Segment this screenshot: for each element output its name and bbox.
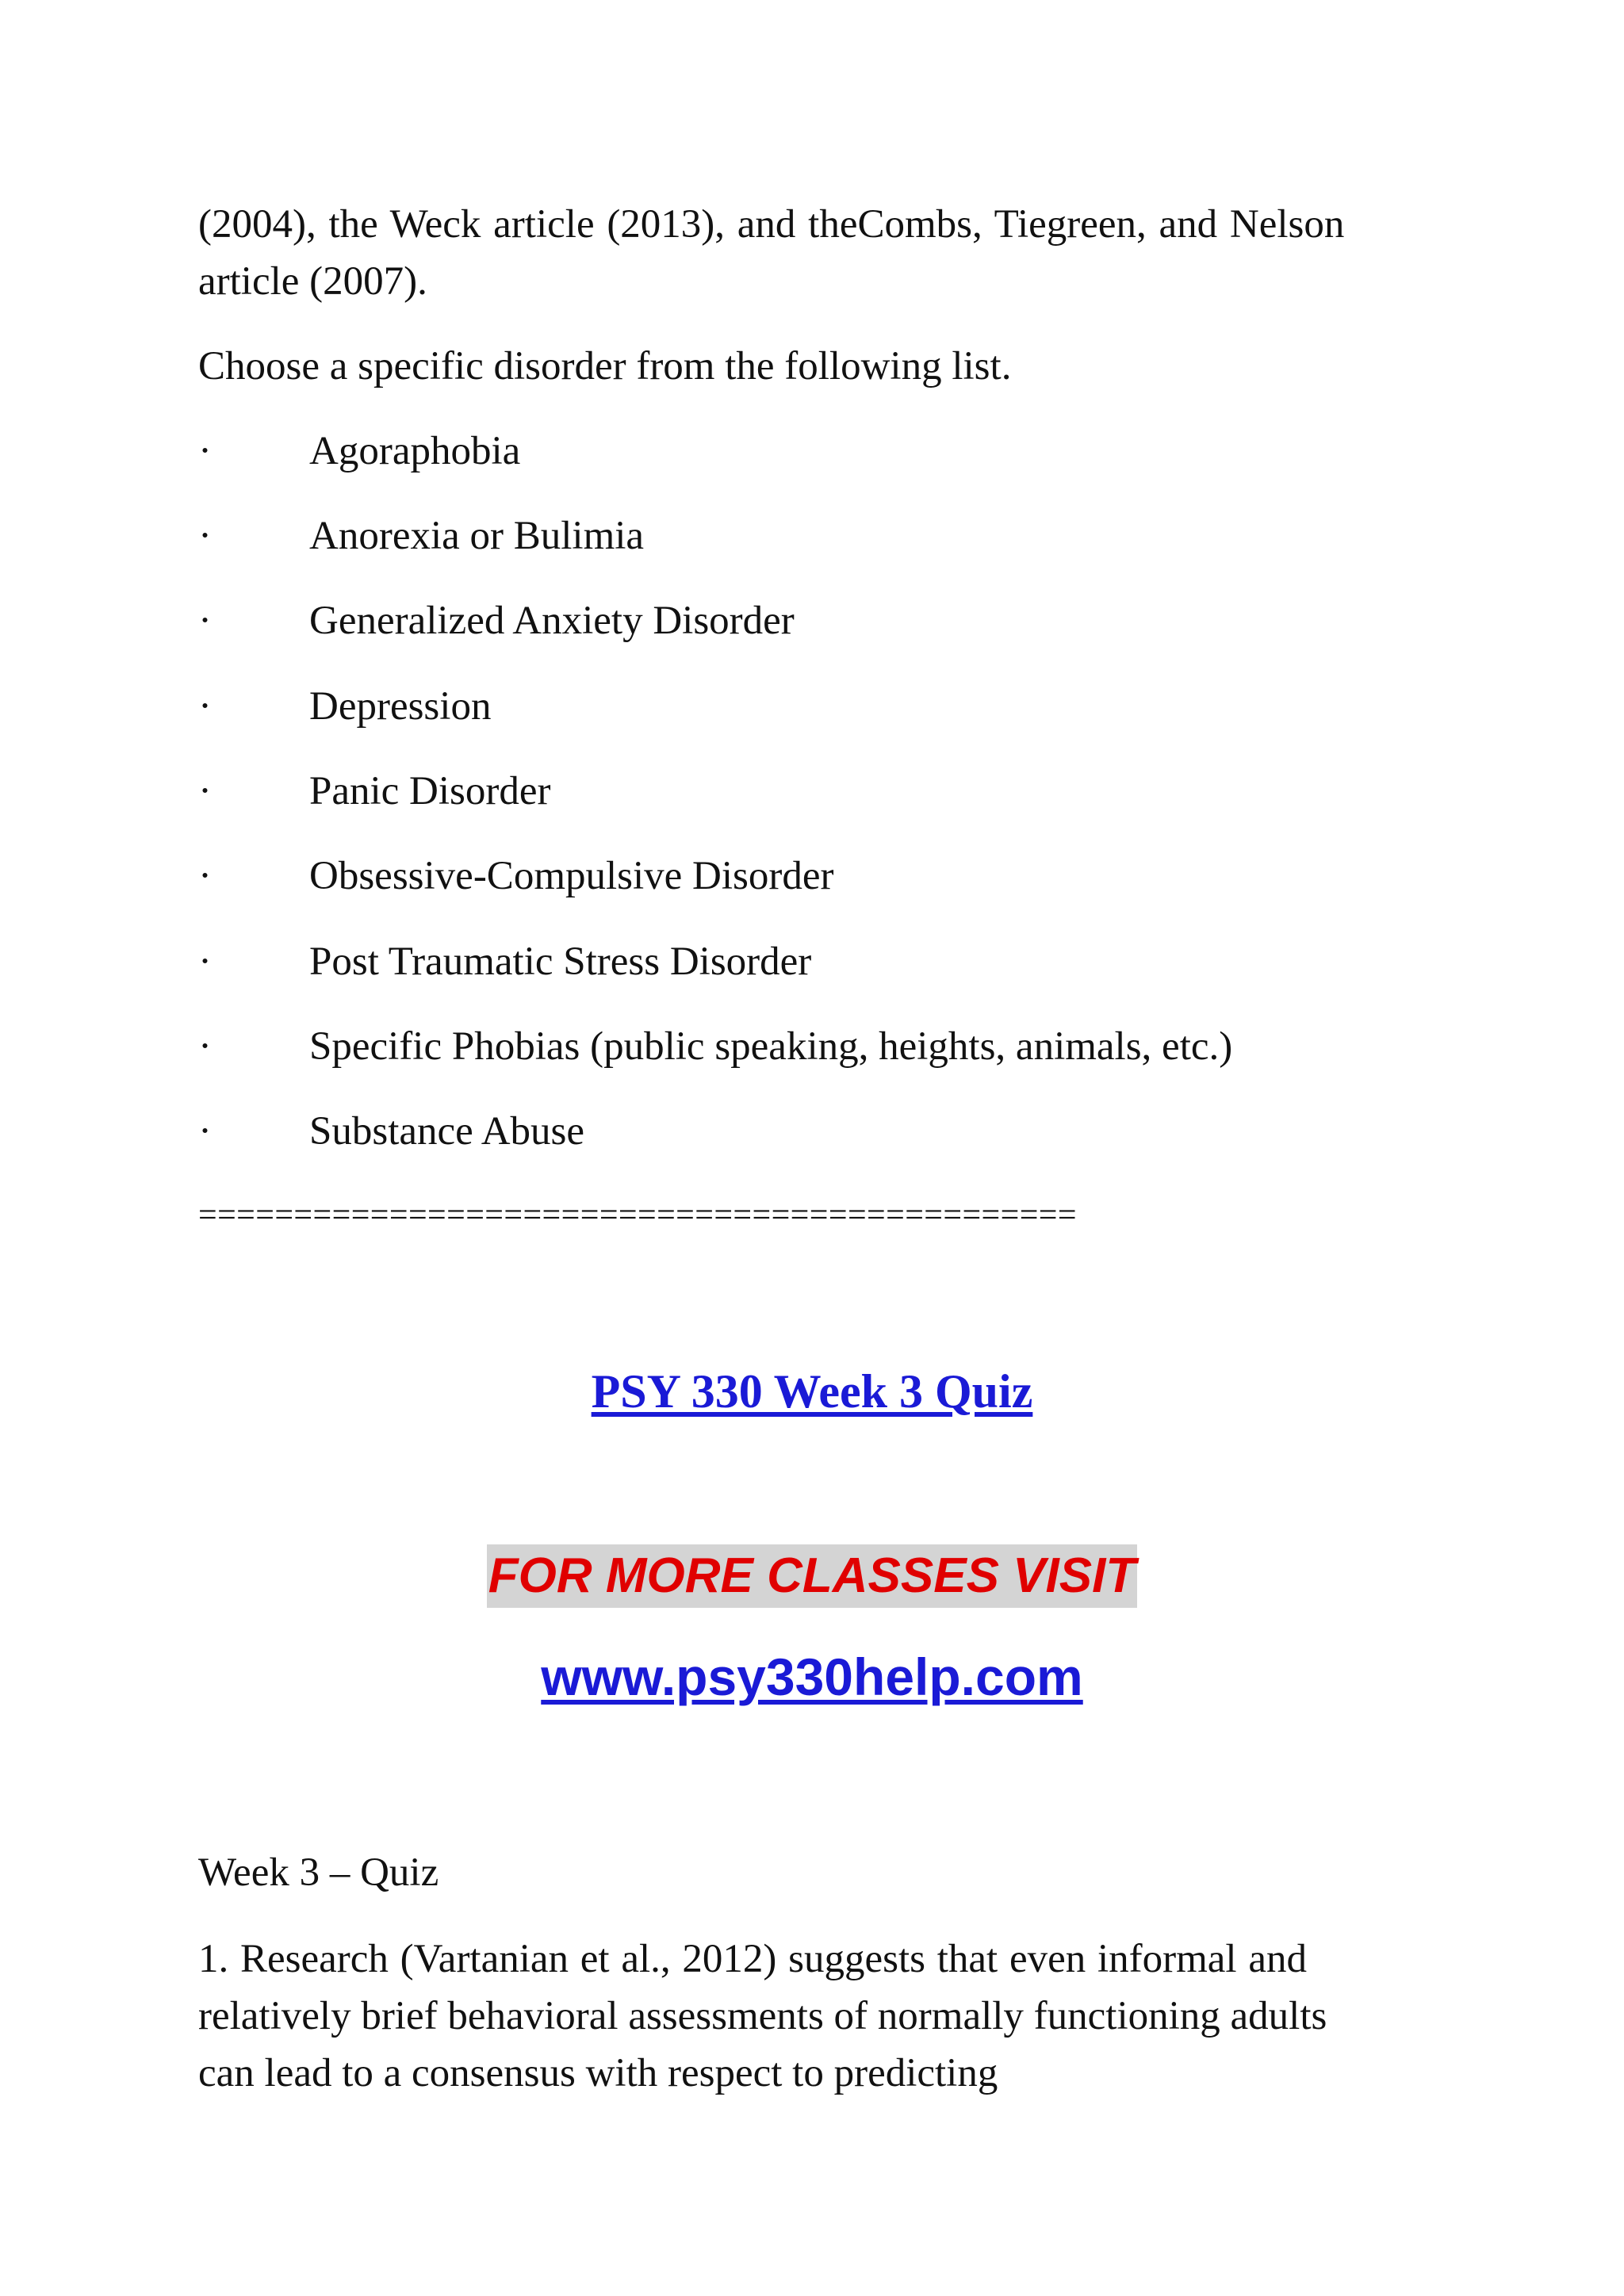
list-item-label: Agoraphobia xyxy=(309,429,521,473)
question-1-line-3: can lead to a consensus with respect to predicting xyxy=(198,2051,998,2095)
intro-line-2: article (2007). xyxy=(198,259,427,304)
list-item-label: Generalized Anxiety Disorder xyxy=(309,599,795,643)
list-item-label: Panic Disorder xyxy=(309,769,551,813)
list-item-label: Specific Phobias (public speaking, heights, animals, etc.) xyxy=(309,1024,1233,1069)
bullet-icon: · xyxy=(198,1109,212,1154)
quiz-heading: Week 3 – Quiz xyxy=(198,1850,439,1895)
website-link-wrap xyxy=(0,1647,1624,1706)
instruction-text: Choose a specific disorder from the following list. xyxy=(198,344,1012,388)
bullet-icon: · xyxy=(198,1024,212,1069)
list-item xyxy=(0,684,1624,734)
question-1-line-1: 1. Research (Vartanian et al., 2012) suggests that even informal and xyxy=(198,1937,1307,1981)
list-item-label: Anorexia or Bulimia xyxy=(309,514,645,558)
bullet-icon: · xyxy=(198,854,212,898)
list-item xyxy=(0,1024,1624,1074)
separator-line: ============================================== xyxy=(198,1197,1077,1234)
list-item-label: Obsessive-Compulsive Disorder xyxy=(309,854,834,898)
list-item-label: Post Traumatic Stress Disorder xyxy=(309,939,812,984)
list-item xyxy=(0,601,1624,649)
list-item xyxy=(0,939,1624,989)
list-item xyxy=(0,516,1624,564)
bullet-icon: · xyxy=(198,599,212,643)
list-item-label: Depression xyxy=(309,684,492,729)
intro-line-1: (2004), the Weck article (2013), and theCombs, Tiegreen, and Nelson xyxy=(198,202,1345,247)
promo-banner xyxy=(0,1544,1624,1608)
quiz-title-link-wrap xyxy=(0,1365,1624,1418)
bullet-icon: · xyxy=(198,429,212,473)
website-link[interactable]: www.psy330help.com xyxy=(541,1647,1083,1706)
list-item xyxy=(0,771,1624,819)
list-item-label: Substance Abuse xyxy=(309,1109,585,1154)
quiz-title-link[interactable]: PSY 330 Week 3 Quiz xyxy=(591,1365,1033,1418)
list-item xyxy=(0,1109,1624,1159)
question-1-line-2: relatively brief behavioral assessments of normally functioning adults xyxy=(198,1994,1327,2038)
list-item xyxy=(0,431,1624,479)
bullet-icon: · xyxy=(198,684,212,729)
list-item xyxy=(0,856,1624,904)
bullet-icon: · xyxy=(198,514,212,558)
bullet-icon: · xyxy=(198,769,212,813)
promo-text: FOR MORE CLASSES VISIT xyxy=(487,1544,1137,1608)
bullet-icon: · xyxy=(198,939,212,984)
